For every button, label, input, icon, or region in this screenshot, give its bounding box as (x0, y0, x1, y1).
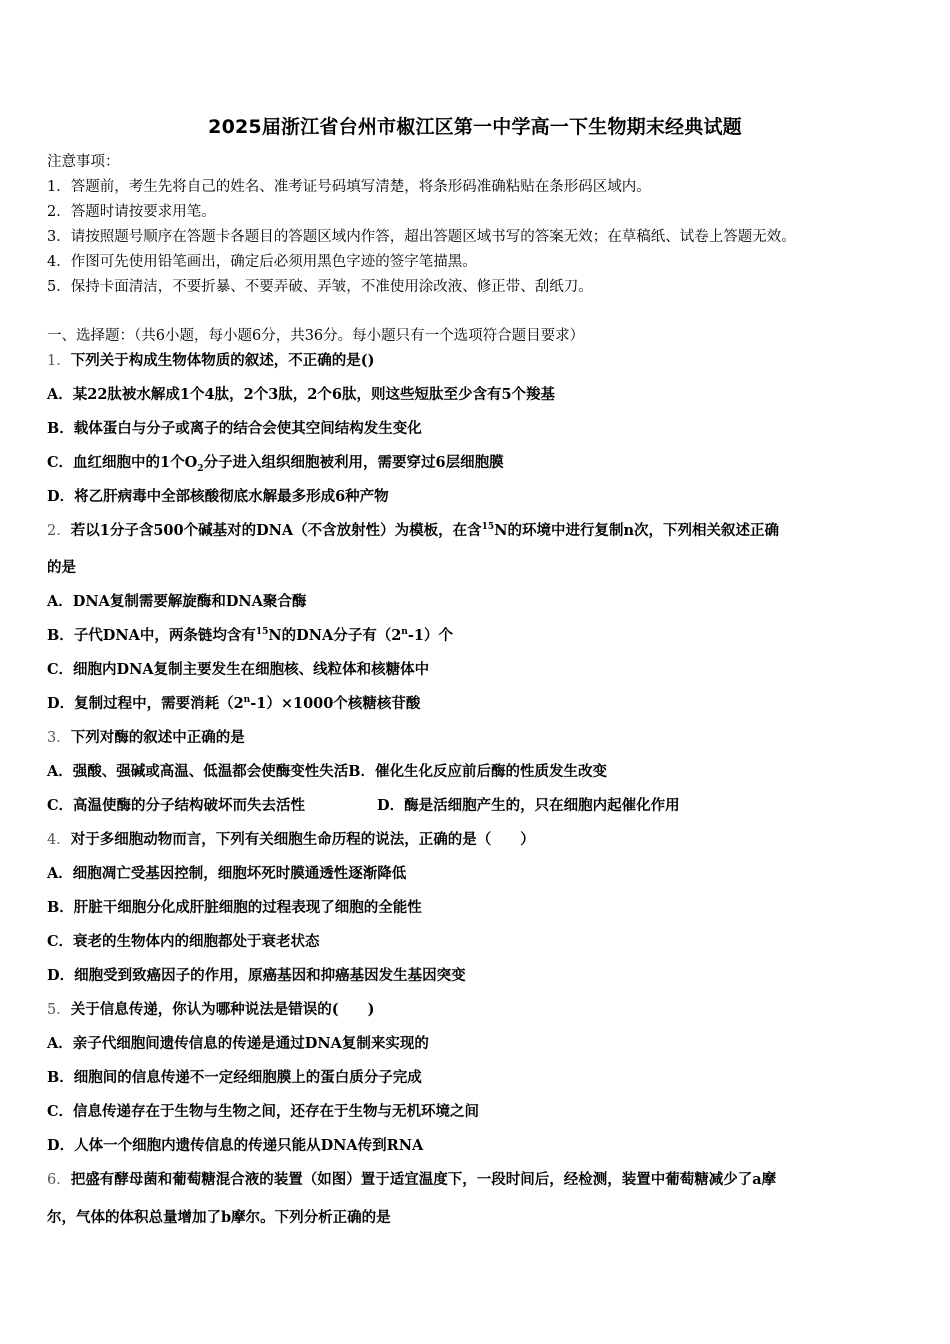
question-stem: 关于信息传递，你认为哪种说法是错误的( ) (70, 1001, 375, 1018)
notice-item-1: 1．答题前，考生先将自己的姓名、准考证号码填写清楚，将条形码准确粘贴在条形码区域内。 (47, 179, 651, 195)
superscript: n (243, 695, 251, 706)
page-title: 2025届浙江省台州市椒江区第一中学高一下生物期末经典试题 (208, 116, 742, 138)
question-6 (47, 1170, 776, 1190)
question-number: 4． (47, 832, 71, 848)
q2-option-d (47, 694, 420, 714)
q1-option-d: D．将乙肝病毒中全部核酸彻底水解最多形成6种产物 (47, 488, 389, 505)
question-6-continued: 尔，气体的体积总量增加了b摩尔。下列分析正确的是 (47, 1209, 391, 1226)
q2-option-b (47, 626, 453, 646)
q2-option-a: A．DNA复制需要解旋酶和DNA聚合酶 (47, 593, 307, 610)
notice-item-3: 3．请按照题号顺序在答题卡各题目的答题区域内作答，超出答题区域书写的答案无效；在草稿纸、试卷上答题无效。 (47, 229, 796, 245)
q5-option-b: B．细胞间的信息传递不一定经细胞膜上的蛋白质分子完成 (47, 1069, 422, 1086)
option-text: D．复制过程中，需要消耗（2 (47, 695, 244, 712)
question-stem: 下列对酶的叙述中正确的是 (70, 729, 245, 746)
q3-options-ab (47, 762, 607, 782)
q4-option-c: C．衰老的生物体内的细胞都处于衰老状态 (47, 933, 320, 950)
question-number: 5． (47, 1002, 71, 1018)
q4-option-a: A．细胞凋亡受基因控制，细胞坏死时膜通透性逐渐降低 (47, 865, 407, 882)
question-number: 6． (47, 1172, 71, 1188)
question-2 (47, 521, 779, 541)
option-text: N的DNA分子有（2 (268, 627, 402, 644)
question-4 (47, 830, 535, 850)
question-stem: 下列关于构成生物体物质的叙述，不正确的是() (70, 352, 375, 369)
question-5 (47, 1000, 374, 1020)
option-text: 分子进入组织细胞被利用，需要穿过6层细胞膜 (203, 454, 504, 471)
q1-option-a: A．某22肽被水解成1个4肽，2个3肽，2个6肽，则这些短肽至少含有5个羧基 (47, 386, 556, 403)
option-text: -1）个 (407, 627, 453, 644)
question-stem: N的环境中进行复制n次，下列相关叙述正确 (494, 522, 779, 539)
question-stem: 对于多细胞动物而言，下列有关细胞生命历程的说法，正确的是（ ） (70, 831, 535, 848)
q4-option-d: D．细胞受到致癌因子的作用，原癌基因和抑癌基因发生基因突变 (47, 967, 466, 984)
question-number: 2． (47, 523, 71, 539)
question-3 (47, 728, 245, 748)
q1-option-b: B．载体蛋白与分子或离子的结合会使其空间结构发生变化 (47, 420, 422, 437)
question-stem: 把盛有酵母菌和葡萄糖混合液的装置（如图）置于适宜温度下，一段时间后，经检测，装置中葡萄糖减少了a摩 (70, 1171, 777, 1188)
question-number: 3． (47, 730, 71, 746)
notice-item-4: 4．作图可先使用铅笔画出，确定后必须用黑色字迹的签字笔描黑。 (47, 254, 477, 270)
q2-option-c: C．细胞内DNA复制主要发生在细胞核、线粒体和核糖体中 (47, 661, 430, 678)
q3-option-d: D．酶是活细胞产生的，只在细胞内起催化作用 (377, 797, 680, 814)
q5-option-a: A．亲子代细胞间遗传信息的传递是通过DNA复制来实现的 (47, 1035, 429, 1052)
q3-option-b: B．催化生化反应前后酶的性质发生改变 (348, 763, 608, 780)
q4-option-b: B．肝脏干细胞分化成肝脏细胞的过程表现了细胞的全能性 (47, 899, 422, 916)
section-heading: 一、选择题：（共6小题，每小题6分，共36分。每小题只有一个选项符合题目要求） (47, 328, 585, 344)
notice-item-5: 5．保持卡面清洁，不要折暴、不要弄破、弄皱，不准使用涂改液、修正带、刮纸刀。 (47, 279, 593, 295)
superscript: n (401, 627, 408, 638)
q3-option-a: A．强酸、强碱或高温、低温都会使酶变性失活 (47, 763, 349, 780)
notice-item-2: 2．答题时请按要求用笔。 (47, 204, 216, 220)
q5-option-c: C．信息传递存在于生物与生物之间，还存在于生物与无机环境之间 (47, 1103, 480, 1120)
q5-option-d: D．人体一个细胞内遗传信息的传递只能从DNA传到RNA (47, 1137, 424, 1154)
q1-option-c (47, 453, 504, 473)
option-text: -1）×1000个核糖核苷酸 (250, 695, 421, 712)
option-text: B．子代DNA中，两条链均含有 (47, 627, 256, 644)
subscript: 2 (197, 463, 204, 474)
superscript: 15 (255, 627, 269, 638)
question-2-continued: 的是 (47, 559, 76, 576)
option-text: C．血红细胞中的1个O (47, 454, 198, 471)
question-1 (47, 351, 374, 371)
superscript: 15 (481, 522, 495, 533)
q3-option-c: C．高温使酶的分子结构破坏而失去活性 (47, 797, 306, 814)
question-stem: 若以1分子含500个碱基对的DNA（不含放射性）为模板，在含 (70, 522, 482, 539)
question-number: 1． (47, 353, 71, 369)
notice-heading: 注意事项： (47, 154, 120, 170)
